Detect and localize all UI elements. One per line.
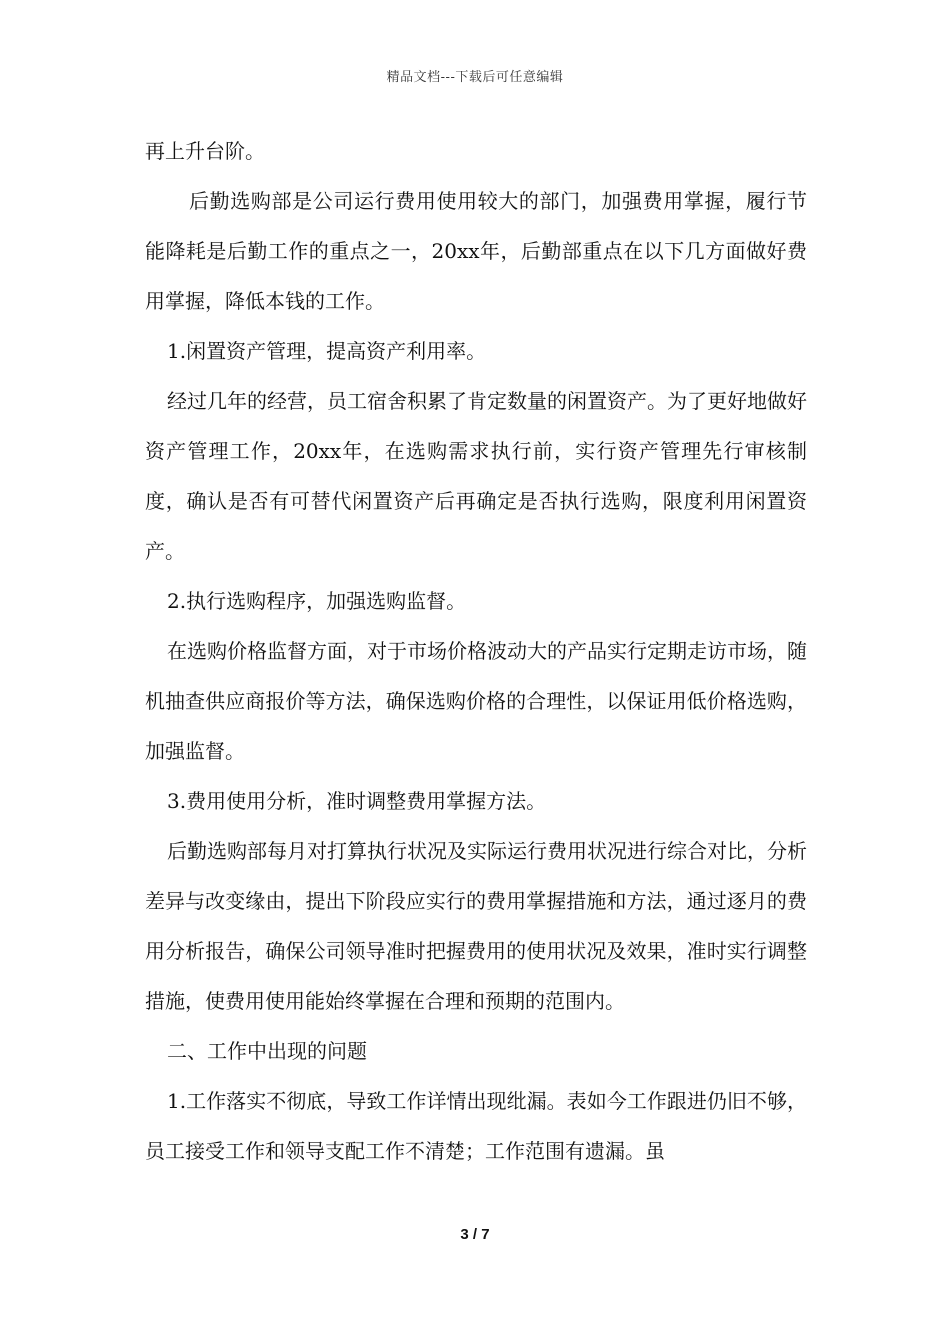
- paragraph: 后勤选购部是公司运行费用使用较大的部门，加强费用掌握，履行节能降耗是后勤工作的重点之一，20xx年，后勤部重点在以下几方面做好费用掌握，降低本钱的工作。: [145, 189, 807, 313]
- paragraph: 1.工作落实不彻底，导致工作详情出现纰漏。表如今工作跟进仍旧不够，员工接受工作和领导支配工作不清楚；工作范围有遗漏。虽: [145, 1089, 807, 1163]
- section-heading: 2.执行选购程序，加强选购监督。: [167, 589, 467, 613]
- section-heading: 二、工作中出现的问题: [167, 1039, 367, 1063]
- section-heading: 3.费用使用分析，准时调整费用掌握方法。: [167, 789, 547, 813]
- section-heading: 1.闲置资产管理，提高资产利用率。: [167, 339, 487, 363]
- document-body: [145, 126, 807, 1176]
- paragraph: 再上升台阶。: [145, 139, 265, 163]
- page-number: 3 / 7: [460, 1226, 490, 1243]
- paragraph: 在选购价格监督方面，对于市场价格波动大的产品实行定期走访市场，随机抽查供应商报价等方法，确保选购价格的合理性，以保证用低价格选购，加强监督。: [145, 639, 807, 763]
- paragraph: 后勤选购部每月对打算执行状况及实际运行费用状况进行综合对比，分析差异与改变缘由，提出下阶段应实行的费用掌握措施和方法，通过逐月的费用分析报告，确保公司领导准时把握费用的使用状况及效果，准时实行调整措施，使费用使用能始终掌握在合理和预期的范围内。: [145, 839, 807, 1013]
- paragraph: 经过几年的经营，员工宿舍积累了肯定数量的闲置资产。为了更好地做好资产管理工作，20xx年，在选购需求执行前，实行资产管理先行审核制度，确认是否有可替代闲置资产后再确定是否执行选购，限度利用闲置资产。: [145, 389, 807, 563]
- page-header: 精品文档---下载后可任意编辑: [386, 70, 564, 85]
